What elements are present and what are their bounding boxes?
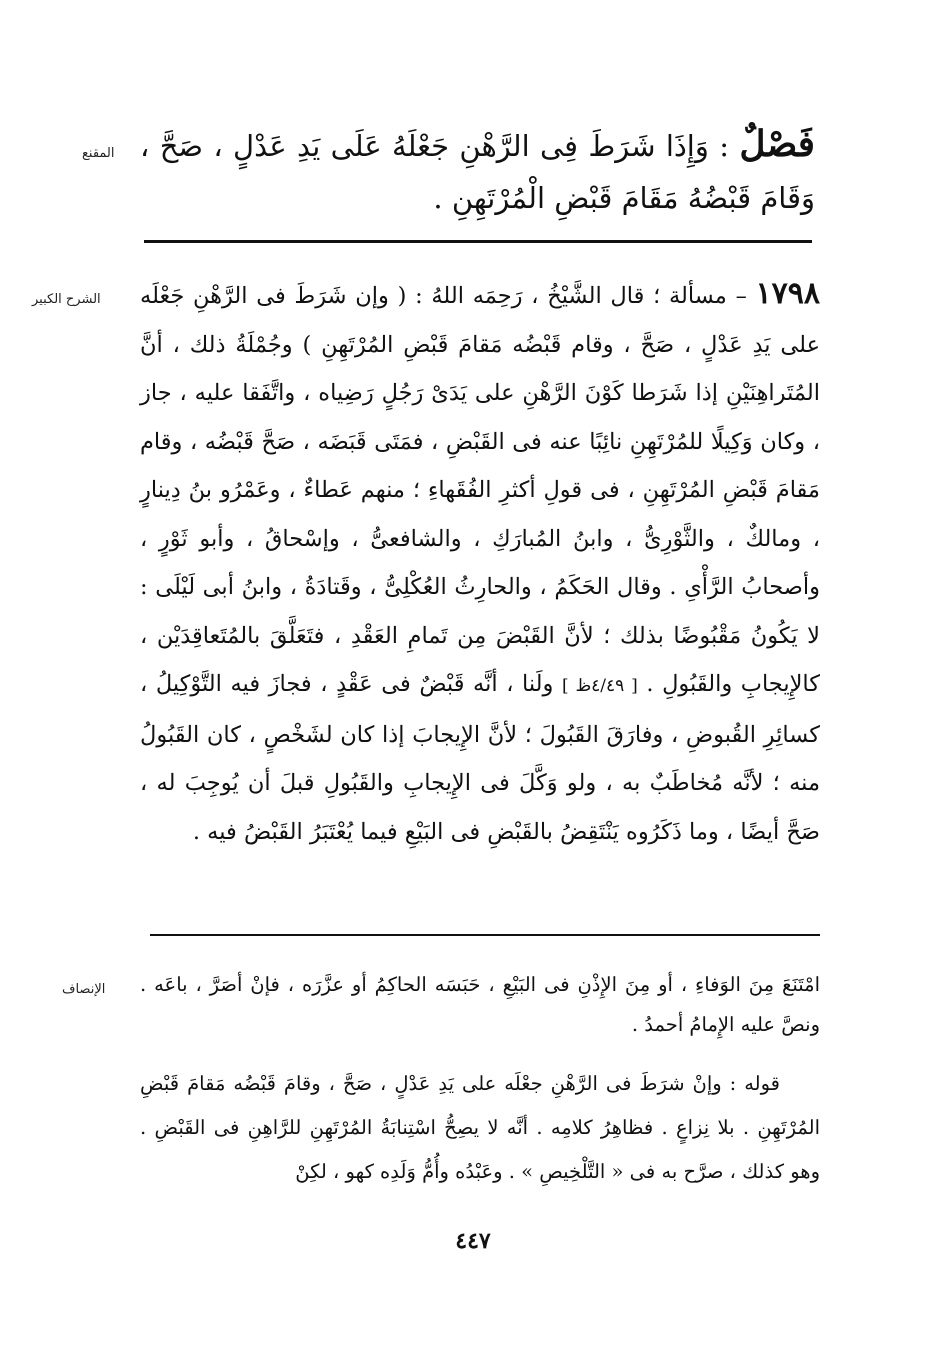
side-label-muqni: المقنع xyxy=(82,146,115,161)
muqni-text-block xyxy=(140,118,815,224)
folio-marker: [ ٤/٤٩ظ ] xyxy=(561,676,638,696)
insaf-text: امْتَنَعَ مِنَ الوَفاءِ ، أو مِنَ الإِذْنِ فى البَيْعِ ، حَبَسَه الحاكِمُ أو عزَّرَه ، فإنْ أصَرَّ ، باعَه . ونصَّ عليه الإِمامُ أحمدُ . xyxy=(140,973,820,1036)
muqni-text: : وَإِذَا شَرَطَ فِى الرَّهْنِ جَعْلَهُ عَلَى يَدِ عَدْلٍ ، صَحَّ ، وَقَامَ قَبْضُهُ مَقَامَ قَبْضِ الْمُرْتَهِنِ . xyxy=(140,129,815,215)
section-heading: فَصْلٌ xyxy=(739,123,816,165)
page-number: ٤٤٧ xyxy=(455,1228,491,1254)
insaf-commentary: قوله : وإنْ شرَطَ فى الرَّهْنِ جعْلَه على يَدِ عَدْلٍ ، صَحَّ ، وقامَ قَبْضُه مَقامَ قَبْضِ المُرْتَهِنِ . بلا نِزاعٍ . فظاهِرُ كلامِه . أنَّه لا يصِحُّ اسْتِنابَةُ المُرْتَهِنِ للرَّاهِنِ فى القَبْضِ . وهو كذلك ، صرَّح به فى « التَّلْخِيصِ » . وعَبْدُه وأُمُّ وَلَدِه كهو ، لكِنْ xyxy=(140,1072,820,1183)
side-label-insaf: الإنصاف xyxy=(62,982,106,997)
insaf-commentary-block xyxy=(140,1062,820,1194)
insaf-text-block xyxy=(140,965,820,1045)
issue-number: ١٧٩٨ xyxy=(755,276,820,311)
sharh-text-block xyxy=(140,270,820,856)
sharh-text-continued: ولَنا ، أنَّه قَبْضٌ فى عَقْدٍ ، فجازَ فيه التَّوْكِيلُ ، كسائِرِ القُبوضِ ، وفارَقَ القَبُولَ ؛ لأنَّ الإِيجابَ إذا كان لشَخْصٍ ، كان القَبُولُ منه ؛ لأنَّه مُخاطَبٌ به ، ولو وَكَّلَ فى الإِيجابِ والقَبُولِ قبلَ أن يُوجِبَ له ، صَحَّ أيضًا ، وما ذَكَرُوه يَنْتَقِضُ بالقَبْضِ فى البَيْعِ فيما يُعْتَبَرُ القَبْضُ فيه . xyxy=(140,671,820,845)
divider-thick xyxy=(144,240,812,243)
sharh-text: – مسألة ؛ قال الشَّيْخُ ، رَحِمَه اللهُ : ( وإن شَرَطَ فى الرَّهْنِ جَعْلَه على يَدِ عَدْلٍ ، صَحَّ ، وقام قَبْضُه مَقامَ قَبْضِ المُرْتَهِنِ ) وجُمْلَةُ ذلك ، أنَّ المُتَراهِنَيْنِ إذا شَرَطا كَوْنَ الرَّهْنِ على يَدَىْ رَجُلٍ رَضِياه ، واتَّفَقا عليه ، جاز ، وكان وَكِيلًا للمُرْتَهِنِ نائِبًا عنه فى القَبْضِ ، فمَتَى قَبَضَه ، صَحَّ قَبْضُه ، وقام مَقامَ قَبْضِ المُرْتَهِنِ ، فى قولِ أكثرِ الفُقَهاءِ ؛ منهم عَطاءٌ ، وعَمْرُو بنُ دِينارٍ ، ومالكٌ ، والثَّوْرِىُّ ، وابنُ المُبارَكِ ، والشافعىُّ ، وإسْحاقُ ، وأبو ثَوْرٍ ، وأصحابُ الرَّأْىِ . وقال الحَكَمُ ، والحارِثُ العُكْلِىُّ ، وقَتادَةُ ، وابنُ أبى لَيْلَى : لا يَكُونُ مَقْبُوضًا بذلك ؛ لأنَّ القَبْضَ مِن تَمامِ العَقْدِ ، فتَعَلَّقَ بالمُتَعاقِدَيْن ، كالإِيجابِ والقَبُولِ . xyxy=(140,283,820,697)
divider-thin xyxy=(150,934,820,936)
side-label-sharh: الشرح الكبير xyxy=(32,292,101,307)
